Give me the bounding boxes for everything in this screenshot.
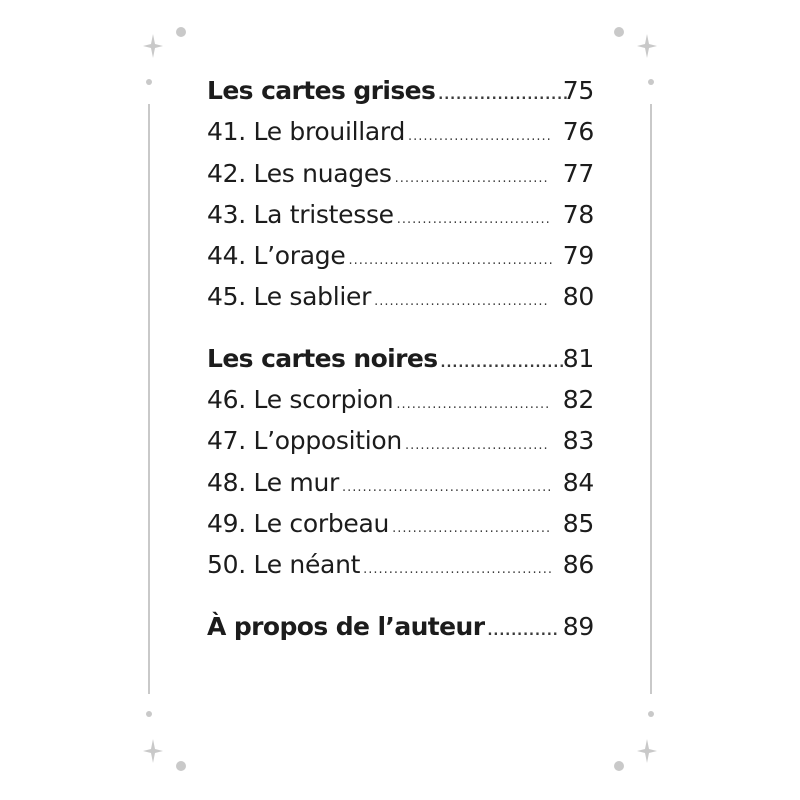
- leader-dots: .........................................: [342, 479, 553, 495]
- toc-heading[interactable]: [207, 70, 594, 111]
- toc-entry-label: 42. Les nuages: [207, 158, 392, 188]
- sparkle-ornament-top-left: [138, 20, 198, 80]
- toc-group-grey-cards: [207, 70, 594, 318]
- toc-entry-label: 50. Le néant: [207, 550, 361, 580]
- toc-entry-page: 78: [562, 199, 594, 229]
- toc-heading-page: 81: [562, 343, 594, 373]
- toc-entry-label: 46. Le scorpion: [207, 385, 394, 415]
- dot-icon: [648, 79, 654, 85]
- toc-group-about-author: [207, 606, 594, 647]
- toc-entry[interactable]: [207, 111, 594, 152]
- leader-dots: ...............................: [392, 520, 552, 536]
- toc-entry-label: 43. La tristesse: [207, 199, 394, 229]
- leader-dots: ............................: [404, 438, 549, 454]
- dot-icon: [146, 79, 152, 85]
- toc-entry-page: 85: [562, 508, 594, 538]
- toc-entry-label: 41. Le brouillard: [207, 117, 406, 147]
- toc-heading-label: Les cartes noires: [207, 343, 438, 373]
- sparkle-ornament-bottom-left: [138, 706, 198, 766]
- toc-entry-label: 47. L’opposition: [207, 426, 402, 456]
- sparkle-ornament-top-right: [602, 20, 662, 80]
- leader-dots: ......................: [438, 88, 569, 103]
- leader-dots: ..............................: [396, 211, 551, 227]
- toc-entry-page: 79: [562, 241, 594, 271]
- sparkle-icon: [637, 739, 657, 763]
- sparkle-icon: [637, 34, 657, 58]
- dot-icon: [146, 711, 152, 717]
- leader-dots: ..................................: [374, 294, 549, 310]
- toc-entry[interactable]: [207, 379, 594, 420]
- toc-entry[interactable]: [207, 276, 594, 317]
- toc-entry[interactable]: [207, 503, 594, 544]
- table-of-contents: [207, 70, 594, 647]
- toc-entry-page: 76: [562, 117, 594, 147]
- toc-entry[interactable]: [207, 544, 594, 585]
- leader-dots: ............................: [408, 129, 552, 145]
- dot-icon: [176, 27, 186, 37]
- toc-heading[interactable]: [207, 338, 594, 379]
- dot-icon: [614, 27, 624, 37]
- toc-entry-label: 44. L’orage: [207, 241, 346, 271]
- leader-dots: .....................................: [363, 562, 554, 578]
- toc-group-black-cards: [207, 338, 594, 586]
- dot-icon: [614, 761, 624, 771]
- dot-icon: [648, 711, 654, 717]
- sparkle-icon: [143, 739, 163, 763]
- dot-icon: [176, 761, 186, 771]
- toc-entry[interactable]: [207, 420, 594, 461]
- toc-entry-page: 86: [562, 550, 594, 580]
- sparkle-icon: [143, 34, 163, 58]
- frame-line-left: [148, 104, 150, 694]
- toc-heading-page: 75: [562, 76, 594, 105]
- toc-entry[interactable]: [207, 194, 594, 235]
- toc-heading-label: À propos de l’auteur: [207, 611, 485, 641]
- toc-entry[interactable]: [207, 153, 594, 194]
- sparkle-ornament-bottom-right: [602, 706, 662, 766]
- toc-heading-label: Les cartes grises: [207, 76, 436, 105]
- frame-line-right: [650, 104, 652, 694]
- leader-dots: .....................: [440, 355, 566, 371]
- toc-entry-page: 83: [562, 426, 594, 456]
- toc-entry-label: 45. Le sablier: [207, 282, 372, 312]
- toc-heading[interactable]: [207, 606, 594, 647]
- leader-dots: ........................................: [348, 253, 554, 269]
- toc-heading-page: 89: [562, 611, 594, 641]
- toc-entry-page: 82: [562, 385, 594, 415]
- toc-entry-label: 48. Le mur: [207, 467, 339, 497]
- toc-entry-label: 49. Le corbeau: [207, 508, 390, 538]
- toc-entry-page: 84: [562, 467, 594, 497]
- toc-entry-page: 77: [562, 158, 594, 188]
- leader-dots: ..............................: [396, 397, 551, 413]
- toc-entry-page: 80: [562, 282, 594, 312]
- toc-entry[interactable]: [207, 462, 594, 503]
- toc-entry[interactable]: [207, 235, 594, 276]
- leader-dots: ..............................: [394, 170, 549, 186]
- leader-dots: ............: [487, 623, 559, 639]
